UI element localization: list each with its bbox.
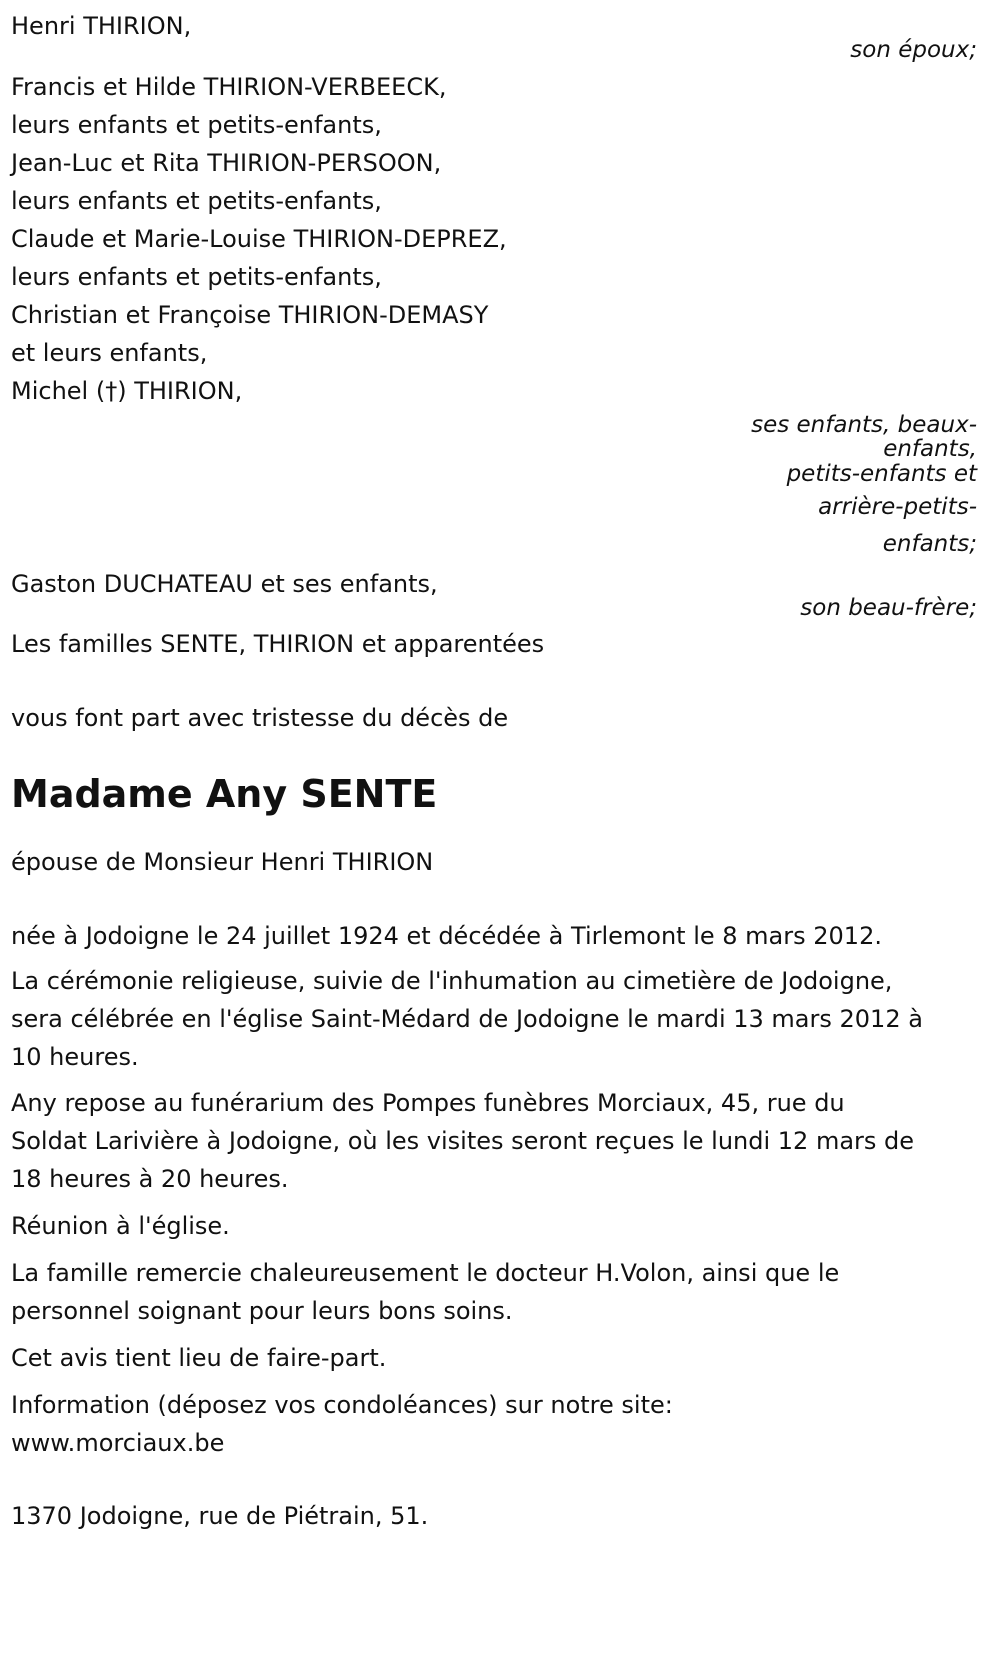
relation-label: petits-enfants et [786, 461, 977, 487]
meeting-paragraph: Réunion à l'église. [11, 1212, 230, 1240]
relative-name: Les familles SENTE, THIRION et apparentées [11, 630, 545, 658]
relative-name: Christian et Françoise THIRION-DEMASY [11, 301, 489, 329]
relative-name: Gaston DUCHATEAU et ses enfants, [11, 570, 438, 598]
relatives-group-children [11, 68, 989, 562]
relation-label: enfants, [883, 436, 977, 462]
visitation-paragraph: Any repose au funérarium des Pompes funèbres Morciaux, 45, rue du Soldat Larivière à Jodoigne, où les visites seront reçues le lundi 12 mars de 18 heures à 20 heures. [11, 1089, 915, 1193]
relative-name: leurs enfants et petits-enfants, [11, 263, 382, 291]
relatives-group-families [11, 624, 989, 664]
relative-name: Michel (†) THIRION, [11, 377, 243, 405]
ceremony-paragraph: La cérémonie religieuse, suivie de l'inhumation au cimetière de Jodoigne, sera célébrée en l'église Saint-Médard de Jodoigne le mardi 13 mars 2012 à 10 heures. [11, 967, 923, 1071]
birth-death-paragraph: née à Jodoigne le 24 juillet 1924 et décédée à Tirlemont le 8 mars 2012. [11, 922, 882, 950]
relative-name: leurs enfants et petits-enfants, [11, 187, 382, 215]
relative-name: Francis et Hilde THIRION-VERBEECK, [11, 73, 447, 101]
announcement-text: vous font part avec tristesse du décès de [11, 704, 509, 732]
spouse-line: épouse de Monsieur Henri THIRION [11, 848, 434, 876]
relative-name: Jean-Luc et Rita THIRION-PERSOON, [11, 149, 442, 177]
relatives-group-brother-in-law [11, 564, 989, 628]
relatives-group-spouse [11, 6, 989, 70]
relation-label: ses enfants, beaux- [751, 412, 977, 438]
thanks-paragraph: La famille remercie chaleureusement le docteur H.Volon, ainsi que le personnel soignant pour leurs bons soins. [11, 1259, 840, 1325]
relation-block [11, 406, 989, 562]
relative-name: Henri THIRION, [11, 12, 192, 40]
relation-label: son époux; [850, 37, 977, 63]
relative-name: et leurs enfants, [11, 339, 208, 367]
relation-label: arrière-petits- [818, 494, 977, 520]
relation-label: enfants; [882, 531, 977, 557]
obituary-notice [11, 6, 989, 1536]
relative-name: Claude et Marie-Louise THIRION-DEPREZ, [11, 225, 507, 253]
address-line: 1370 Jodoigne, rue de Piétrain, 51. [11, 1502, 429, 1530]
deceased-name: Madame Any SENTE [11, 772, 438, 816]
information-paragraph: Information (déposez vos condoléances) sur notre site: www.morciaux.be [11, 1391, 673, 1457]
notice-paragraph: Cet avis tient lieu de faire-part. [11, 1344, 387, 1372]
relation-label: son beau-frère; [800, 595, 977, 621]
relative-name: leurs enfants et petits-enfants, [11, 111, 382, 139]
